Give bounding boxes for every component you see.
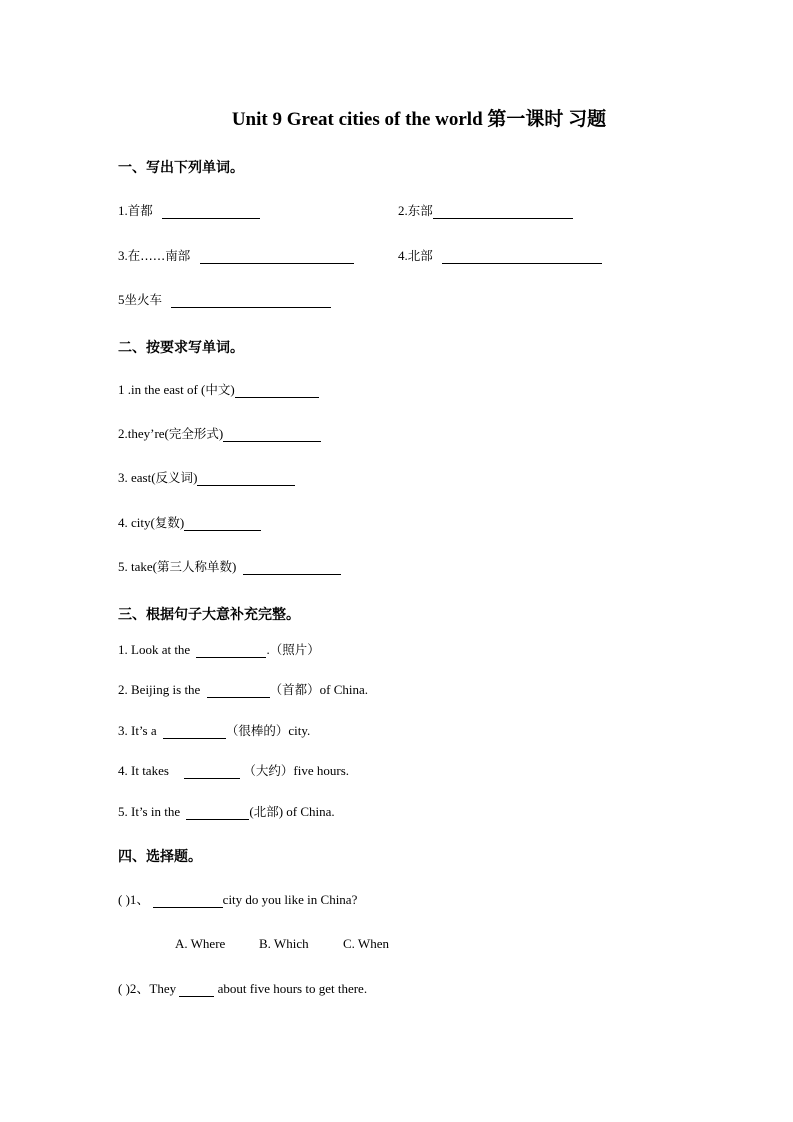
question-text: city do you like in China? bbox=[222, 892, 358, 907]
item-suffix: ) bbox=[232, 559, 237, 574]
item-number: 5 bbox=[118, 292, 125, 307]
item-text: 在……南部 bbox=[127, 248, 191, 263]
s3-item-1 bbox=[118, 642, 320, 658]
item-suffix: ) bbox=[218, 426, 224, 441]
answer-blank[interactable] bbox=[153, 893, 223, 908]
item-text: 坐火车 bbox=[124, 292, 163, 307]
question-number: ( )1、 bbox=[118, 892, 150, 907]
item-suffix: ) bbox=[230, 382, 235, 397]
s3-item-4 bbox=[118, 763, 349, 779]
item-hint: 反义词 bbox=[155, 470, 194, 485]
item-suffix: ) bbox=[179, 515, 185, 530]
answer-blank[interactable] bbox=[184, 764, 240, 779]
s2-item-3 bbox=[118, 470, 295, 486]
s2-item-2 bbox=[118, 426, 321, 442]
item-suffix: five hours. bbox=[293, 763, 350, 778]
answer-blank[interactable] bbox=[163, 724, 226, 739]
item-suffix: ) bbox=[193, 470, 198, 485]
item-hint: （很棒的） bbox=[225, 723, 289, 738]
item-suffix: of China. bbox=[319, 682, 368, 697]
s3-item-2 bbox=[118, 682, 368, 698]
s2-item-1 bbox=[118, 382, 319, 398]
answer-blank[interactable] bbox=[186, 805, 249, 820]
item-hint: 复数 bbox=[154, 515, 180, 530]
s4-question-1-options bbox=[175, 936, 389, 952]
item-prefix: 5. It’s in the bbox=[118, 804, 181, 819]
item-hint: 完全形式 bbox=[168, 426, 219, 441]
item-prefix: 2. Beijing is the bbox=[118, 682, 201, 697]
item-text: 首都 bbox=[127, 203, 153, 218]
item-mid: ( bbox=[249, 804, 254, 819]
s1-item-3 bbox=[118, 248, 354, 264]
option-a[interactable]: A. Where bbox=[175, 936, 226, 951]
answer-blank[interactable] bbox=[433, 204, 573, 219]
section4-heading: 四、选择题。 bbox=[118, 849, 202, 865]
item-prefix: 3. It’s a bbox=[118, 723, 157, 738]
item-prefix: 2.they’re( bbox=[118, 426, 169, 441]
item-prefix: 1. Look at the bbox=[118, 642, 191, 657]
item-prefix: 1 .in the east of ( bbox=[118, 382, 206, 397]
s2-item-4 bbox=[118, 515, 261, 531]
page-title: Unit 9 Great cities of the world 第一课时 习题 bbox=[231, 109, 607, 130]
answer-blank[interactable] bbox=[442, 249, 602, 264]
item-suffix: city. bbox=[288, 723, 311, 738]
s1-item-2 bbox=[398, 203, 573, 219]
item-prefix: 4. It takes bbox=[118, 763, 169, 778]
answer-blank[interactable] bbox=[162, 204, 260, 219]
s3-item-5 bbox=[118, 804, 335, 820]
s3-item-3 bbox=[118, 723, 310, 739]
s2-item-5 bbox=[118, 559, 341, 575]
answer-blank[interactable] bbox=[197, 471, 295, 486]
item-hint: （大约） bbox=[243, 763, 294, 778]
item-number: 4. bbox=[398, 248, 408, 263]
answer-blank[interactable] bbox=[179, 982, 214, 997]
item-text: 北部 bbox=[407, 248, 433, 263]
item-text: 东部 bbox=[407, 203, 433, 218]
s1-item-4 bbox=[398, 248, 602, 264]
option-c[interactable]: C. When bbox=[343, 936, 389, 951]
answer-blank[interactable] bbox=[171, 293, 331, 308]
item-number: 1. bbox=[118, 203, 128, 218]
item-hint: 中文 bbox=[205, 382, 231, 397]
answer-blank[interactable] bbox=[200, 249, 354, 264]
item-mid: . bbox=[266, 642, 270, 657]
section2-heading: 二、按要求写单词。 bbox=[118, 340, 244, 356]
answer-blank[interactable] bbox=[223, 427, 321, 442]
item-hint: 第三人称单数 bbox=[156, 559, 232, 574]
answer-blank[interactable] bbox=[207, 683, 270, 698]
item-prefix: 4. city( bbox=[118, 515, 155, 530]
question-number: ( )2、They bbox=[118, 981, 177, 996]
item-hint: （首都） bbox=[269, 682, 320, 697]
answer-blank[interactable] bbox=[243, 560, 341, 575]
item-prefix: 3. east( bbox=[118, 470, 156, 485]
s1-item-5 bbox=[118, 292, 331, 308]
item-number: 3. bbox=[118, 248, 128, 263]
s4-question-1 bbox=[118, 892, 357, 908]
section3-heading: 三、根据句子大意补充完整。 bbox=[118, 607, 300, 623]
item-number: 2. bbox=[398, 203, 408, 218]
answer-blank[interactable] bbox=[184, 516, 261, 531]
answer-blank[interactable] bbox=[235, 383, 319, 398]
s1-item-1 bbox=[118, 203, 260, 219]
answer-blank[interactable] bbox=[196, 643, 266, 658]
section1-heading: 一、写出下列单词。 bbox=[118, 160, 244, 176]
item-hint: 北部 bbox=[253, 804, 279, 819]
question-text: about five hours to get there. bbox=[217, 981, 368, 996]
item-suffix: ) of China. bbox=[278, 804, 335, 819]
option-b[interactable]: B. Which bbox=[259, 936, 309, 951]
item-hint: （照片） bbox=[269, 642, 320, 657]
item-prefix: 5. take( bbox=[118, 559, 157, 574]
s4-question-2 bbox=[118, 981, 367, 997]
